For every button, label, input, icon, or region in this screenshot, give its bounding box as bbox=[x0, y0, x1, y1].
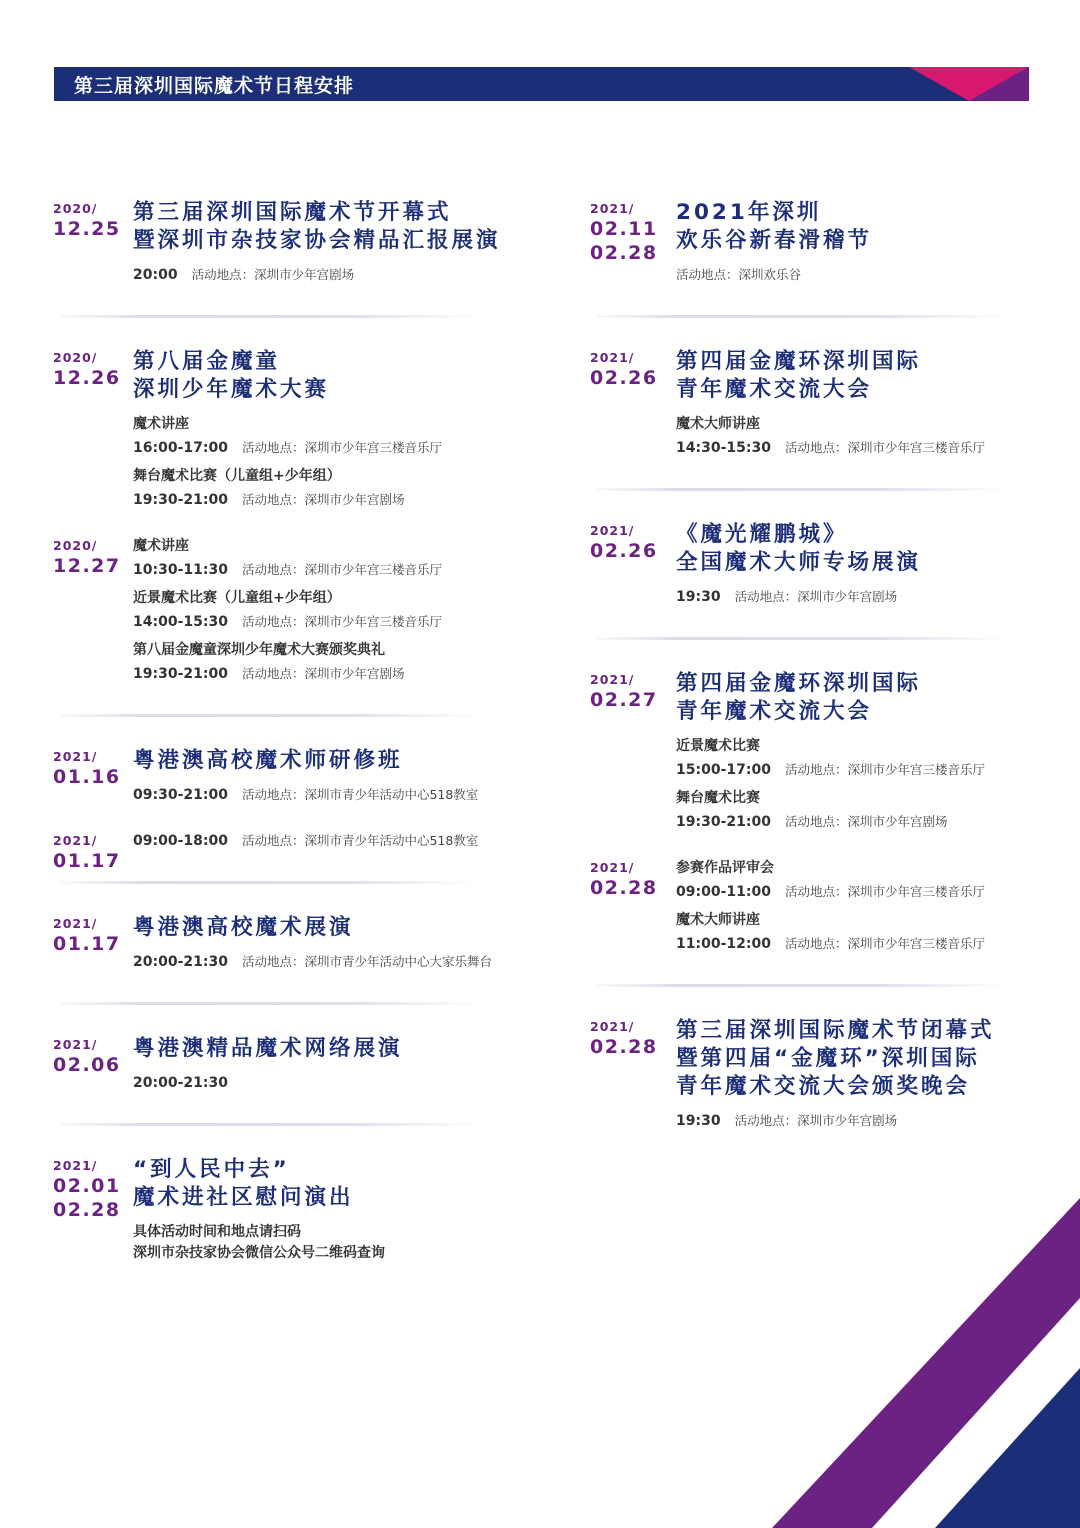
section-divider bbox=[596, 637, 1006, 640]
section-divider bbox=[59, 1002, 479, 1005]
session-name: 第八届金魔童深圳少年魔术大赛颁奖典礼 bbox=[133, 642, 385, 658]
entry-title-line: 第八届金魔童 bbox=[133, 349, 281, 374]
entry-year: 2021/ bbox=[53, 916, 98, 931]
session bbox=[133, 1073, 533, 1093]
entry-content bbox=[133, 344, 533, 510]
entry-year: 2020/ bbox=[53, 538, 98, 553]
session-time: 14:00-15:30 bbox=[133, 614, 228, 630]
entry-title bbox=[133, 914, 533, 942]
entry-content bbox=[676, 344, 1030, 458]
session-time: 20:00-21:30 bbox=[133, 1075, 228, 1091]
schedule-entry bbox=[53, 195, 533, 285]
entry-content bbox=[133, 1031, 533, 1093]
entry-title-line: 青年魔术交流大会颁奖晚会 bbox=[676, 1074, 971, 1099]
entry-year: 2021/ bbox=[53, 1158, 98, 1173]
entry-title bbox=[676, 348, 1030, 404]
entry-title bbox=[133, 1156, 533, 1212]
session-row bbox=[676, 812, 1030, 832]
entry-date: 01.16 bbox=[53, 766, 121, 788]
session bbox=[133, 466, 533, 510]
session-time: 19:30 bbox=[676, 1113, 721, 1129]
session-time: 20:00-21:30 bbox=[133, 954, 228, 970]
session-venue: 活动地点：深圳市少年宫剧场 bbox=[241, 492, 405, 507]
session-time: 09:30-21:00 bbox=[133, 787, 228, 803]
section-divider bbox=[59, 315, 479, 318]
session-row bbox=[676, 587, 1030, 607]
entry-year: 2021/ bbox=[590, 523, 635, 538]
schedule-column-left bbox=[53, 195, 533, 1292]
session-venue: 活动地点：深圳市少年宫三楼音乐厅 bbox=[784, 762, 985, 777]
session bbox=[676, 587, 1030, 607]
entry-year: 2021/ bbox=[590, 672, 635, 687]
session-venue: 活动地点：深圳市少年宫三楼音乐厅 bbox=[241, 562, 442, 577]
session-venue: 活动地点：深圳市少年宫剧场 bbox=[734, 1113, 898, 1128]
entry-year: 2021/ bbox=[53, 833, 98, 848]
session-venue: 活动地点：深圳市少年宫三楼音乐厅 bbox=[784, 936, 985, 951]
date-block bbox=[53, 1158, 127, 1222]
session-venue: 活动地点：深圳市少年宫三楼音乐厅 bbox=[784, 884, 985, 899]
entry-date: 01.17 bbox=[53, 933, 121, 955]
schedule-entry bbox=[590, 1013, 1030, 1131]
session-venue: 活动地点：深圳市青少年活动中心518教室 bbox=[241, 833, 479, 848]
session-time: 15:00-17:00 bbox=[676, 762, 771, 778]
session-venue: 活动地点：深圳市少年宫三楼音乐厅 bbox=[784, 440, 985, 455]
schedule-entry bbox=[53, 344, 533, 510]
session-name: 近景魔术比赛 bbox=[676, 738, 760, 754]
session-row bbox=[133, 785, 533, 805]
session bbox=[133, 952, 533, 972]
session bbox=[676, 736, 1030, 780]
section-divider bbox=[59, 881, 479, 884]
entry-title-line: 青年魔术交流大会 bbox=[676, 699, 873, 724]
entry-title bbox=[676, 521, 1030, 577]
date-block bbox=[53, 1037, 127, 1077]
entry-title bbox=[676, 670, 1030, 726]
session-row bbox=[133, 265, 533, 285]
session bbox=[133, 414, 533, 458]
session-time: 16:00-17:00 bbox=[133, 440, 228, 456]
session-name: 参赛作品评审会 bbox=[676, 860, 774, 876]
entry-content bbox=[676, 854, 1030, 954]
section-divider bbox=[59, 1123, 479, 1126]
entry-title bbox=[133, 747, 533, 775]
session bbox=[676, 265, 1030, 285]
session-venue: 活动地点：深圳市少年宫剧场 bbox=[784, 814, 948, 829]
entry-date: 02.28 bbox=[590, 877, 658, 899]
section-divider bbox=[596, 984, 1006, 987]
entry-notes bbox=[133, 1222, 533, 1264]
session-time: 19:30-21:00 bbox=[133, 492, 228, 508]
session-name: 近景魔术比赛（儿童组+少年组） bbox=[133, 590, 341, 606]
schedule-entry bbox=[590, 195, 1030, 285]
session-row bbox=[676, 265, 1030, 285]
session bbox=[133, 536, 533, 580]
session bbox=[133, 640, 533, 684]
session-venue: 活动地点：深圳欢乐谷 bbox=[676, 267, 802, 282]
session-time: 14:30-15:30 bbox=[676, 440, 771, 456]
session-row bbox=[676, 1111, 1030, 1131]
session-name: 魔术讲座 bbox=[133, 416, 189, 432]
entry-title-line: 第三届深圳国际魔术节开幕式 bbox=[133, 200, 452, 225]
entry-content bbox=[133, 743, 533, 805]
entry-title-line: 暨第四届“金魔环”深圳国际 bbox=[676, 1046, 980, 1071]
session-name: 舞台魔术比赛 bbox=[676, 790, 760, 806]
section-divider bbox=[596, 488, 1006, 491]
session-name: 舞台魔术比赛（儿童组+少年组） bbox=[133, 468, 341, 484]
entry-date: 12.25 bbox=[53, 218, 121, 240]
session-row bbox=[676, 438, 1030, 458]
session-time: 19:30 bbox=[676, 589, 721, 605]
entry-content bbox=[133, 1152, 533, 1264]
session-row bbox=[133, 490, 533, 510]
session bbox=[676, 788, 1030, 832]
entry-date: 02.27 bbox=[590, 689, 658, 711]
schedule-column-right bbox=[590, 195, 1030, 1159]
session-row bbox=[676, 760, 1030, 780]
entry-date: 02.01 bbox=[53, 1175, 121, 1197]
schedule-entry bbox=[53, 1152, 533, 1264]
session bbox=[133, 785, 533, 805]
entry-date: 02.26 bbox=[590, 367, 658, 389]
entry-title-line: 粤港澳高校魔术师研修班 bbox=[133, 748, 403, 773]
session-venue: 活动地点：深圳市青少年活动中心518教室 bbox=[241, 787, 479, 802]
entry-title bbox=[676, 199, 1030, 255]
session-time: 19:30-21:00 bbox=[133, 666, 228, 682]
entry-title-line: 粤港澳精品魔术网络展演 bbox=[133, 1036, 403, 1061]
entry-date: 02.28 bbox=[590, 242, 658, 264]
session-row bbox=[133, 664, 533, 684]
session-row bbox=[676, 934, 1030, 954]
entry-year: 2021/ bbox=[53, 1037, 98, 1052]
entry-title-line: 2021年深圳 bbox=[676, 200, 822, 225]
entry-year: 2021/ bbox=[590, 201, 635, 216]
header-bar bbox=[54, 67, 1029, 101]
session-time: 09:00-11:00 bbox=[676, 884, 771, 900]
entry-year: 2021/ bbox=[53, 749, 98, 764]
entry-title bbox=[133, 1035, 533, 1063]
entry-title-line: 粤港澳高校魔术展演 bbox=[133, 915, 354, 940]
entry-date: 02.11 bbox=[590, 218, 658, 240]
entry-title-line: 欢乐谷新春滑稽节 bbox=[676, 228, 873, 253]
session-row bbox=[133, 1073, 533, 1093]
schedule-entry bbox=[53, 532, 533, 684]
date-block bbox=[53, 201, 127, 241]
schedule-entry bbox=[590, 854, 1030, 954]
date-block bbox=[590, 523, 664, 563]
entry-content bbox=[676, 1013, 1030, 1131]
header-accent-triangles bbox=[909, 67, 1029, 101]
session bbox=[676, 414, 1030, 458]
entry-date: 01.17 bbox=[53, 850, 121, 872]
date-block bbox=[590, 1019, 664, 1059]
session-time: 19:30-21:00 bbox=[676, 814, 771, 830]
session-venue: 活动地点：深圳市少年宫三楼音乐厅 bbox=[241, 614, 442, 629]
entry-title-line: 全国魔术大师专场展演 bbox=[676, 550, 922, 575]
section-divider bbox=[59, 714, 479, 717]
session bbox=[676, 858, 1030, 902]
session bbox=[676, 910, 1030, 954]
session bbox=[133, 265, 533, 285]
entry-year: 2021/ bbox=[590, 860, 635, 875]
entry-title-line: 第四届金魔环深圳国际 bbox=[676, 671, 922, 696]
date-block bbox=[53, 749, 127, 789]
entry-content bbox=[676, 195, 1030, 285]
date-block bbox=[53, 916, 127, 956]
entry-content bbox=[133, 827, 533, 851]
entry-date: 02.26 bbox=[590, 540, 658, 562]
session-time: 20:00 bbox=[133, 267, 178, 283]
session-row bbox=[133, 612, 533, 632]
page-title: 第三届深圳国际魔术节日程安排 bbox=[74, 75, 355, 97]
schedule-entry bbox=[53, 743, 533, 805]
entry-date: 12.26 bbox=[53, 367, 121, 389]
entry-date: 02.28 bbox=[53, 1199, 121, 1221]
session-row bbox=[133, 952, 533, 972]
entry-year: 2020/ bbox=[53, 350, 98, 365]
date-block bbox=[53, 538, 127, 578]
entry-date: 02.06 bbox=[53, 1054, 121, 1076]
date-block bbox=[590, 201, 664, 265]
entry-title-line: 第四届金魔环深圳国际 bbox=[676, 349, 922, 374]
entry-content bbox=[676, 666, 1030, 832]
session-time: 11:00-12:00 bbox=[676, 936, 771, 952]
session-venue: 活动地点：深圳市少年宫剧场 bbox=[191, 267, 355, 282]
date-block bbox=[53, 833, 127, 873]
entry-content bbox=[133, 910, 533, 972]
date-block bbox=[53, 350, 127, 390]
session-row bbox=[676, 882, 1030, 902]
session-venue: 活动地点：深圳市少年宫剧场 bbox=[241, 666, 405, 681]
schedule-entry bbox=[590, 517, 1030, 607]
entry-title-line: “到人民中去” bbox=[133, 1157, 290, 1182]
entry-title bbox=[133, 348, 533, 404]
entry-title bbox=[133, 199, 533, 255]
entry-year: 2021/ bbox=[590, 350, 635, 365]
session-row bbox=[133, 560, 533, 580]
date-block bbox=[590, 672, 664, 712]
notes-line: 具体活动时间和地点请扫码 bbox=[133, 1224, 301, 1240]
entry-date: 12.27 bbox=[53, 555, 121, 577]
session-name: 魔术讲座 bbox=[133, 538, 189, 554]
entry-title-line: 魔术进社区慰问演出 bbox=[133, 1185, 354, 1210]
entry-year: 2021/ bbox=[590, 1019, 635, 1034]
entry-year: 2020/ bbox=[53, 201, 98, 216]
session bbox=[676, 1111, 1030, 1131]
session bbox=[133, 588, 533, 632]
schedule-entry bbox=[53, 1031, 533, 1093]
entry-title-line: 《魔光耀鹏城》 bbox=[676, 522, 848, 547]
entry-title bbox=[676, 1017, 1030, 1101]
entry-title-line: 暨深圳市杂技家协会精品汇报展演 bbox=[133, 228, 501, 253]
entry-title-line: 第三届深圳国际魔术节闭幕式 bbox=[676, 1018, 995, 1043]
schedule-entry bbox=[53, 910, 533, 972]
session-venue: 活动地点：深圳市青少年活动中心大家乐舞台 bbox=[241, 954, 492, 969]
notes-line: 深圳市杂技家协会微信公众号二维码查询 bbox=[133, 1245, 385, 1261]
session-row bbox=[133, 831, 533, 851]
section-divider bbox=[596, 315, 1006, 318]
entry-date: 02.28 bbox=[590, 1036, 658, 1058]
date-block bbox=[590, 860, 664, 900]
session-row bbox=[133, 438, 533, 458]
entry-title-line: 深圳少年魔术大赛 bbox=[133, 377, 330, 402]
session-time: 10:30-11:30 bbox=[133, 562, 228, 578]
corner-stripe-decoration bbox=[750, 1198, 1080, 1528]
date-block bbox=[590, 350, 664, 390]
session-name: 魔术大师讲座 bbox=[676, 912, 760, 928]
session-venue: 活动地点：深圳市少年宫三楼音乐厅 bbox=[241, 440, 442, 455]
schedule-entry bbox=[590, 666, 1030, 832]
schedule-entry bbox=[590, 344, 1030, 458]
entry-title-line: 青年魔术交流大会 bbox=[676, 377, 873, 402]
entry-content bbox=[133, 532, 533, 684]
entry-content bbox=[133, 195, 533, 285]
schedule-entry bbox=[53, 827, 533, 872]
session-venue: 活动地点：深圳市少年宫剧场 bbox=[734, 589, 898, 604]
session bbox=[133, 831, 533, 851]
session-name: 魔术大师讲座 bbox=[676, 416, 760, 432]
session-time: 09:00-18:00 bbox=[133, 833, 228, 849]
entry-content bbox=[676, 517, 1030, 607]
